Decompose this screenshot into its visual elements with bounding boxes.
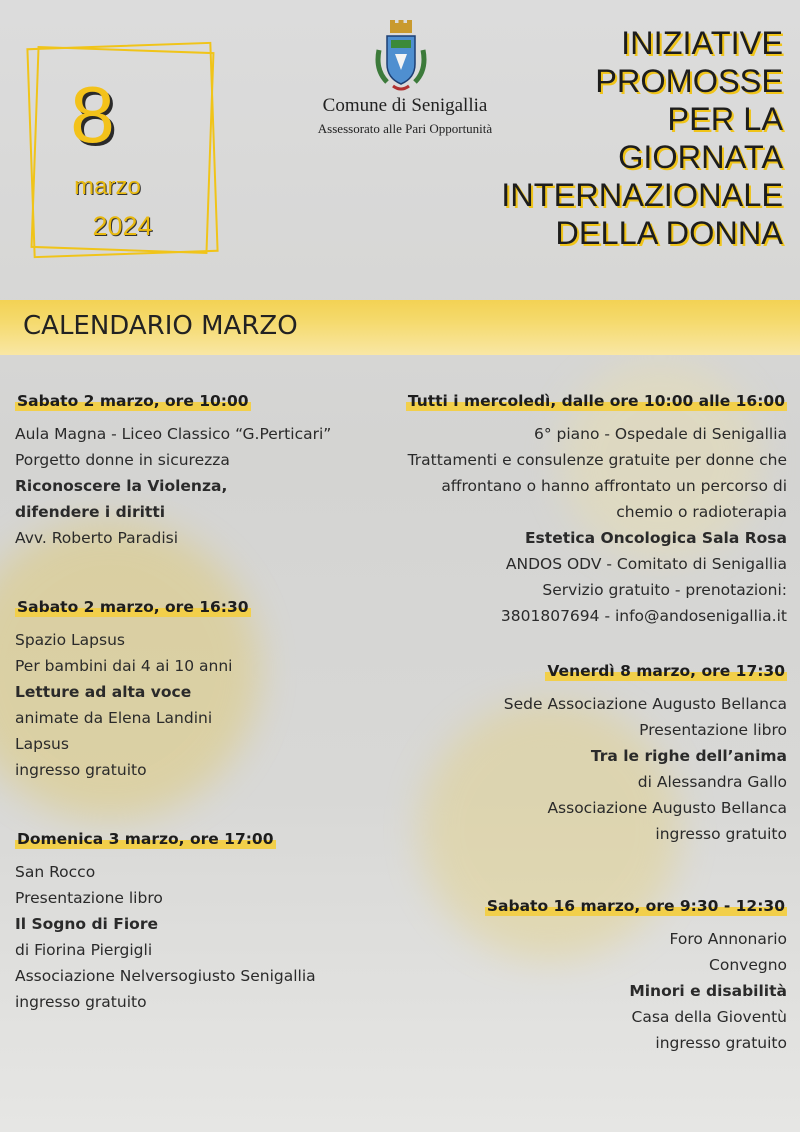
event-heading: Sabato 2 marzo, ore 16:30 [17,598,249,616]
event-organizer: Associazione Nelversogiusto Senigallia [15,967,316,985]
event-card [15,388,395,551]
date-day: 8 [70,70,115,159]
headline-line: PER LA [667,101,783,137]
event-type: Convegno [709,956,787,974]
date-month: marzo [74,173,141,200]
event-location: Aula Magna - Liceo Classico “G.Perticari” [15,425,332,443]
event-title: Estetica Oncologica Sala Rosa [524,529,787,547]
event-title: Letture ad alta voce [15,683,192,701]
event-heading: Sabato 2 marzo, ore 10:00 [17,392,249,410]
headline-line: PROMOSSE [595,63,783,99]
event-card [367,893,787,1056]
municipality-name: Comune di Senigallia [322,95,488,116]
event-admission: ingresso gratuito [655,825,787,843]
date-year: 2024 [92,211,153,241]
event-booking: Servizio gratuito - prenotazioni: [542,581,787,599]
event-admission: ingresso gratuito [655,1034,787,1052]
event-author: di Alessandra Gallo [637,773,787,791]
event-detail: animate da Elena Landini [15,709,213,727]
event-heading: Domenica 3 marzo, ore 17:00 [17,830,274,848]
event-subtitle: Porgetto donne in sicurezza [15,451,230,469]
event-heading: Venerdì 8 marzo, ore 17:30 [547,662,785,680]
headline-line: INIZIATIVE [621,25,783,61]
headline-line: GIORNATA [618,139,783,175]
event-contact: 3801807694 - info@andosenigallia.it [500,607,787,625]
event-description: Trattamenti e consulenze gratuite per donne che [407,451,787,469]
headline-line: DELLA DONNA [555,215,783,251]
event-title: Riconoscere la Violenza, [15,477,228,495]
coat-of-arms-icon [373,20,429,94]
event-location: Spazio Lapsus [15,631,125,649]
event-type: Presentazione libro [15,889,163,907]
event-description: chemio o radioterapia [616,503,787,521]
headline-line: INTERNAZIONALE [501,177,783,213]
event-card [367,388,787,629]
event-organizer: ANDOS ODV - Comitato di Senigallia [505,555,787,573]
municipality-department: Assessorato alle Pari Opportunità [317,121,493,136]
event-title: Tra le righe dell’anima [590,747,787,765]
event-heading: Sabato 16 marzo, ore 9:30 - 12:30 [486,897,785,915]
event-venue: Casa della Gioventù [631,1008,787,1026]
event-card [367,658,787,847]
event-admission: ingresso gratuito [15,993,147,1011]
event-organizer: Lapsus [15,735,69,753]
event-author: di Fiorina Piergigli [15,941,153,959]
event-location: 6° piano - Ospedale di Senigallia [533,425,787,443]
event-organizer: Associazione Augusto Bellanca [547,799,787,817]
event-title: Il Sogno di Fiore [15,915,158,933]
event-heading: Tutti i mercoledì, dalle ore 10:00 alle 16:00 [407,392,785,410]
calendar-title: CALENDARIO MARZO [23,311,298,341]
headline [501,24,783,252]
event-title: Minori e disabilità [629,982,787,1000]
event-location: Sede Associazione Augusto Bellanca [503,695,787,713]
event-location: Foro Annonario [669,930,787,948]
event-location: San Rocco [15,863,96,881]
event-admission: ingresso gratuito [15,761,147,779]
event-description: affrontano o hanno affrontato un percorso di [441,477,787,495]
event-type: Presentazione libro [639,721,787,739]
event-title: difendere i diritti [15,503,166,521]
event-speaker: Avv. Roberto Paradisi [15,529,179,547]
event-audience: Per bambini dai 4 ai 10 anni [15,657,233,675]
event-card [15,826,395,1015]
event-card [15,594,395,783]
